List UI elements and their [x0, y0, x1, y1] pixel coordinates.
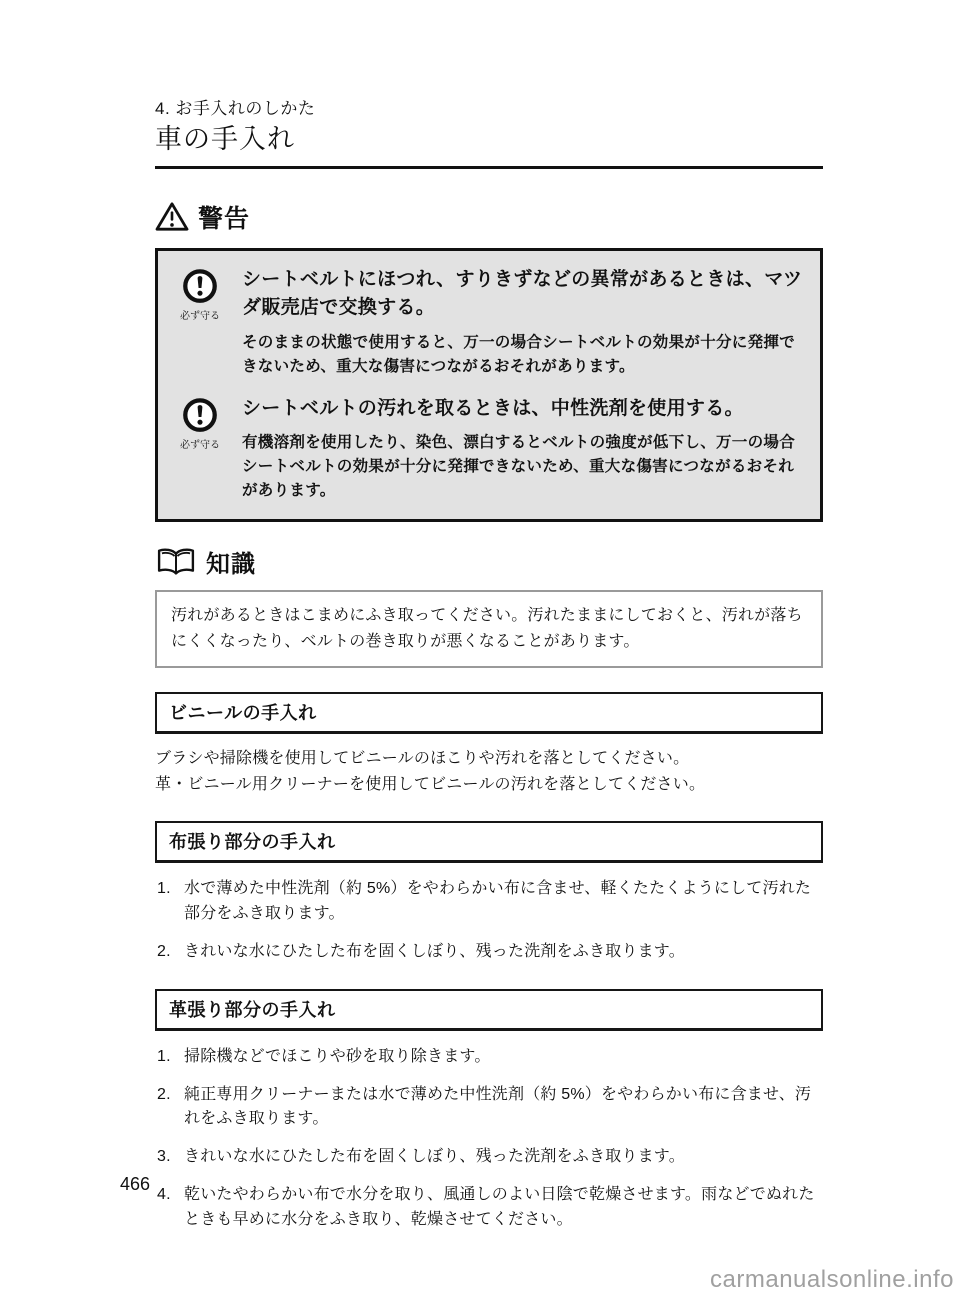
- knowledge-note-box: 汚れがあるときはこまめにふき取ってください。汚れたままにしておくと、汚れが落ちにくくなったり、ベルトの巻き取りが悪くなることがあります。: [155, 590, 823, 667]
- obey-label: 必ず守る: [180, 310, 220, 322]
- step-item: きれいな水にひたした布を固くしぼり、残った洗剤をふき取ります。: [184, 943, 685, 961]
- obey-label: 必ず守る: [180, 439, 220, 451]
- step-item: 純正専用クリーナーまたは水で薄めた中性洗剤（約 5%）をやわらかい布に含ませ、汚れをふき取ります。: [184, 1085, 812, 1128]
- warning-box: [155, 248, 823, 523]
- knowledge-section-title: [155, 544, 823, 579]
- paragraph: 革・ビニール用クリーナーを使用してビニールの汚れを落としてください。: [155, 775, 706, 793]
- section-heading-vinyl: ビニールの手入れ: [155, 692, 823, 734]
- circle-exclamation-icon: [174, 268, 226, 306]
- step-item: 掃除機などでほこりや砂を取り除きます。: [184, 1047, 491, 1065]
- chapter-title: 4. お手入れのしかた: [155, 99, 316, 118]
- warning-label: 警告: [198, 204, 251, 233]
- page-content: [155, 98, 823, 1246]
- obey-icon-column: [174, 395, 226, 504]
- knowledge-label: 知識: [206, 551, 256, 579]
- step-item: 乾いたやわらかい布で水分を取り、風通しのよい日陰で乾燥させます。雨などでぬれたときも早めに水分をふき取り、乾燥させてください。: [184, 1186, 815, 1228]
- fabric-care-steps: [155, 877, 823, 964]
- open-book-icon: [155, 547, 197, 577]
- circle-exclamation-icon: [174, 397, 226, 435]
- warning-triangle-icon: [155, 201, 189, 232]
- warning-item-heading: シートベルトにほつれ、すりきずなどの異常があるときは、マツダ販売店で交換する。: [242, 268, 803, 319]
- step-item: 水で薄めた中性洗剤（約 5%）をやわらかい布に含ませ、軽くたたくようにして汚れた部分をふき取ります。: [184, 880, 812, 923]
- step-item: きれいな水にひたした布を固くしぼり、残った洗剤をふき取ります。: [184, 1148, 685, 1166]
- watermark: carmanualsonline.info: [710, 1266, 954, 1293]
- warning-item-body: そのままの状態で使用すると、万一の場合シートベルトの効果が十分に発揮できないため、重大な傷害につながるおそれがあります。: [242, 333, 796, 375]
- title-divider: [155, 166, 823, 169]
- warning-item-text: [242, 395, 804, 504]
- page-title: 車の手入れ: [155, 124, 295, 155]
- warning-item-text: [242, 266, 804, 379]
- obey-icon-column: [174, 266, 226, 379]
- warning-item-heading: シートベルトの汚れを取るときは、中性洗剤を使用する。: [242, 397, 744, 419]
- leather-care-steps: [155, 1045, 823, 1233]
- warning-item-body: 有機溶剤を使用したり、染色、漂白するとベルトの強度が低下し、万一の場合シートベルトの効果が十分に発揮できないため、重大な傷害につながるおそれがあります。: [242, 434, 796, 500]
- section-paragraphs: [155, 746, 823, 798]
- section-heading-fabric: 布張り部分の手入れ: [155, 821, 823, 863]
- warning-section-title: [155, 199, 823, 235]
- warning-item: [174, 395, 804, 504]
- warning-item: [174, 266, 804, 379]
- section-heading-leather: 革張り部分の手入れ: [155, 989, 823, 1031]
- paragraph: ブラシや掃除機を使用してビニールのほこりや汚れを落としてください。: [155, 749, 690, 767]
- page-number: 466: [120, 1174, 151, 1194]
